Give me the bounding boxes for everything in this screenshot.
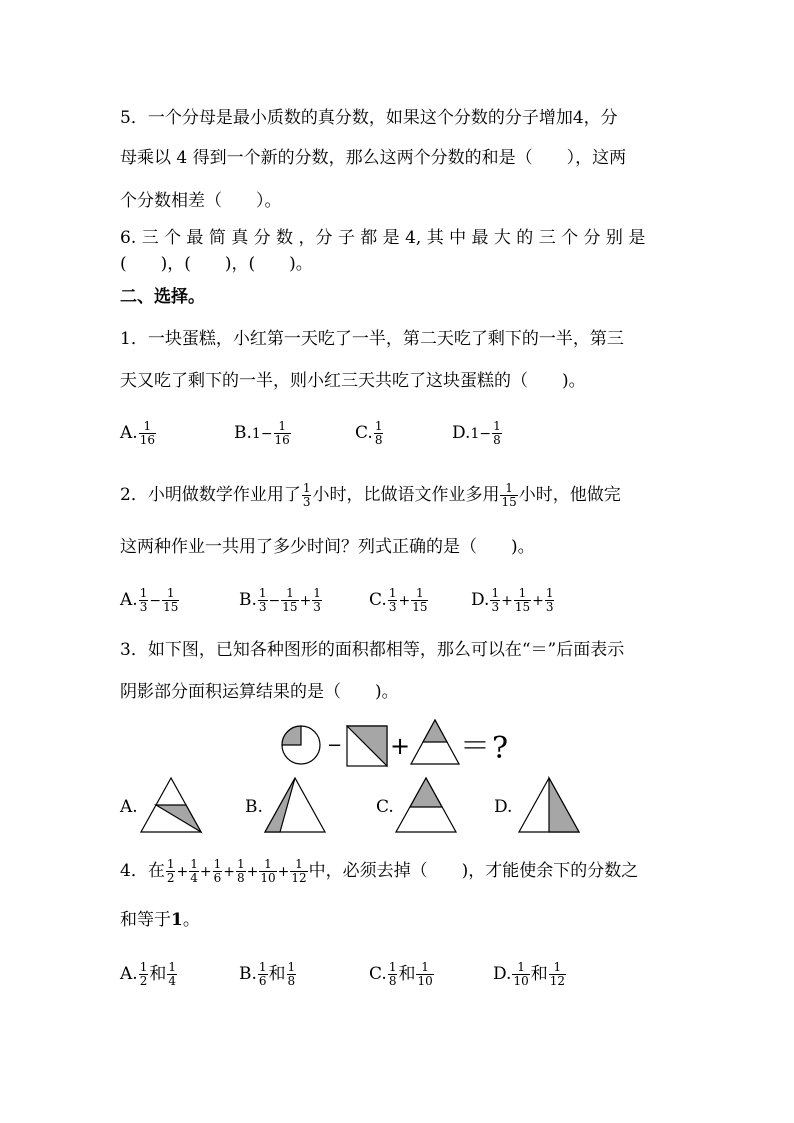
minus-sign: − xyxy=(327,735,343,756)
c1-option-c xyxy=(355,420,384,447)
c3-line1: 3．如下图，已知各种图形的面积都相等，那么可以在“＝”后面表示 xyxy=(120,640,625,660)
c3-option-b-triangle xyxy=(264,776,326,834)
c4-line1: 4．在 $\frac{1}{2}$ + $\frac{1}{4}$ + $\frac{1}{6}$ + $\frac{1}{8}$ + $\frac{1}{10}$ + $\frac{1}{12}$ 中，必须去掉（ )，才能使余下的分数之 xyxy=(120,857,639,885)
c2-line1: 2．小明做数学作业用了 $\frac{1}{3}$ 小时，比做语文作业多用 $\frac{1}{15}$ 小时，他做完 xyxy=(120,481,621,509)
c1-line1: 1．一块蛋糕，小红第一天吃了一半，第二天吃了剩下的一半，第三 xyxy=(120,329,624,349)
c3-option-d-label: D. xyxy=(494,797,513,817)
c1-option-b: B.1− $\frac{1}{16}$ xyxy=(234,419,290,447)
c3-option-b-label: B. xyxy=(245,797,263,817)
c4-option-b: B. $\frac{1}{6}$ 和 $\frac{1}{8}$ xyxy=(239,960,296,988)
c2-option-d: D. $\frac{1}{3}$ + $\frac{1}{15}$ + $\frac{1}{3}$ xyxy=(471,586,554,614)
question-mark: ? xyxy=(492,731,509,766)
c3-option-c-triangle xyxy=(395,776,459,834)
c1-option-d: D.1− $\frac{1}{8}$ xyxy=(452,419,501,447)
q5-line3: 个分数相差（ ）。 xyxy=(120,191,282,211)
c2-option-c: C. $\frac{1}{3}$ + $\frac{1}{15}$ xyxy=(369,586,428,614)
fraction: $\frac{1}{15}$ xyxy=(501,481,517,509)
equation-figure xyxy=(280,718,520,770)
fraction: $\frac{1}{16}$ xyxy=(274,419,290,447)
option-label: C. xyxy=(355,423,373,443)
c3-option-c-label: C. xyxy=(376,797,394,817)
c1-option-a xyxy=(120,420,157,447)
q6-line2: ( )，( )，( )。 xyxy=(120,254,313,274)
c2-option-a: A. $\frac{1}{3}$ − $\frac{1}{15}$ xyxy=(120,586,179,614)
equals-sign: ＝ xyxy=(460,729,490,764)
half-shaded-square xyxy=(347,726,387,766)
c4-option-a: A. $\frac{1}{2}$ 和 $\frac{1}{4}$ xyxy=(120,960,176,988)
c2-line2: 这两种作业一共用了多少时间？列式正确的是（ )。 xyxy=(120,537,535,557)
c1-line2: 天又吃了剩下的一半，则小红三天共吃了这块蛋糕的（ )。 xyxy=(120,371,586,391)
q5-line2: 母乘以 4 得到一个新的分数，那么这两个分数的和是（ ），这两 xyxy=(120,148,627,168)
c3-option-a-label: A. xyxy=(120,797,138,817)
fraction: $\frac{1}{16}$ xyxy=(139,419,155,447)
c3-option-d-triangle xyxy=(518,776,582,834)
q5-line1: 5．一个分母是最小质数的真分数，如果这个分数的分子增加4，分 xyxy=(120,108,618,128)
plus-sign: + xyxy=(390,732,411,760)
option-label: D. xyxy=(452,423,471,443)
quarter-shaded-circle xyxy=(282,726,320,764)
fraction: $\frac{1}{3}$ xyxy=(302,481,311,509)
option-label: A. xyxy=(120,423,138,443)
q6-line1: 6. 三 个 最 简 真 分 数 ，分 子 都 是 4, 其 中 最 大 的 三 个 分 别 是 xyxy=(120,228,646,248)
c3-line2: 阴影部分面积运算结果的是（ )。 xyxy=(120,682,399,702)
c4-line2: 和等于1。 xyxy=(120,910,200,930)
fraction: $\frac{1}{8}$ xyxy=(493,419,501,447)
c3-option-a-triangle xyxy=(140,776,204,834)
c4-option-c: C. $\frac{1}{8}$ 和 $\frac{1}{10}$ xyxy=(369,960,433,988)
section-title: 二、选择。 xyxy=(120,287,205,307)
option-label: B. xyxy=(234,423,252,443)
fraction: $\frac{1}{8}$ xyxy=(374,419,383,447)
c2-option-b: B. $\frac{1}{3}$ − $\frac{1}{15}$ + $\frac{1}{3}$ xyxy=(239,586,321,614)
c4-option-d: D. $\frac{1}{10}$ 和 $\frac{1}{12}$ xyxy=(493,960,565,988)
top-shaded-triangle xyxy=(411,720,459,764)
